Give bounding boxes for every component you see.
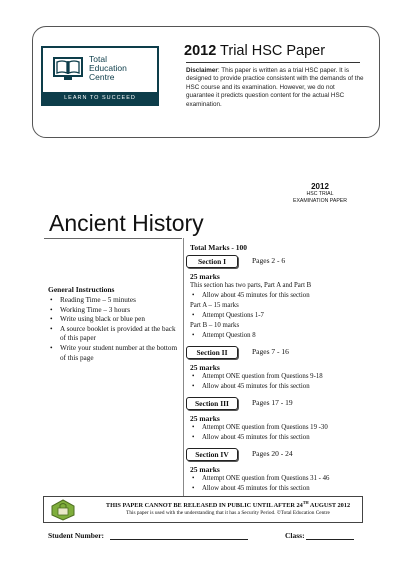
section-1-intro: This section has two parts, Part A and Part B <box>190 282 312 289</box>
logo-tagline: LEARN TO SUCCEED <box>43 92 157 104</box>
column-divider <box>183 238 184 496</box>
section-3-bullet: • Attempt ONE question from Questions 19 -30 <box>190 424 328 431</box>
disclaimer <box>186 67 364 109</box>
section-1-part-a: Part A – 15 marks <box>190 302 239 309</box>
class-field[interactable] <box>306 539 354 540</box>
section-4-bullet: • Attempt ONE question from Questions 31 - 46 <box>190 475 329 482</box>
logo-name-line: Total <box>89 54 107 64</box>
book-monitor-icon <box>51 56 85 82</box>
disclaimer-label: Disclaimer <box>186 67 218 74</box>
section-1-label: Section I <box>186 255 238 268</box>
general-instructions-list <box>48 296 182 363</box>
section-2-bullet: • Allow about 45 minutes for this section <box>190 383 310 390</box>
security-badge-icon <box>50 499 76 521</box>
section-3-bullet: • Allow about 45 minutes for this section <box>190 434 310 441</box>
student-number-field[interactable] <box>110 539 248 540</box>
title-divider <box>186 62 360 63</box>
logo-name-line: Education <box>89 63 127 73</box>
section-3-marks: 25 marks <box>190 414 220 423</box>
instruction-item: • Write your student number at the bottom of this page <box>48 344 182 363</box>
section-1-marks: 25 marks <box>190 272 220 281</box>
cover-year: 2012 <box>311 182 329 191</box>
section-1-part-b: Part B – 10 marks <box>190 322 240 329</box>
disclaimer-text: : This paper is written as a trial HSC paper. It is designed to provide practice consistent with the demands of the HSC course and its examination. However, we do not guarantee it predicts question content for the actual HSC examination. <box>186 67 364 108</box>
section-2-marks: 25 marks <box>190 363 220 372</box>
logo-name-line: Centre <box>89 72 115 82</box>
subject-divider <box>44 238 182 239</box>
section-2-bullet: • Attempt ONE question from Questions 9-18 <box>190 373 323 380</box>
instruction-item: • Working Time – 3 hours <box>48 306 182 316</box>
logo-wordmark <box>89 55 159 82</box>
instruction-item: • Write using black or blue pen <box>48 315 182 325</box>
paper-name: Trial HSC Paper <box>220 43 326 59</box>
general-instructions-heading: General Instructions <box>48 285 115 294</box>
section-4-pages: Pages 20 - 24 <box>252 449 293 458</box>
section-4-label: Section IV <box>186 448 238 461</box>
student-number-label: Student Number: <box>48 531 105 540</box>
instruction-item: • A source booklet is provided at the back of this paper <box>48 325 182 344</box>
section-1-pages: Pages 2 - 6 <box>252 256 286 265</box>
subject-title: Ancient History <box>49 210 204 236</box>
section-3-pages: Pages 17 - 19 <box>252 398 293 407</box>
security-period-note: This paper is used with the understanding that it has a Security Period. ©Total Education Centre <box>126 510 330 516</box>
tec-logo <box>41 46 159 106</box>
instruction-item: • Reading Time – 5 minutes <box>48 296 182 306</box>
trial-label-line2: EXAMINATION PAPER <box>293 198 347 204</box>
section-4-marks: 25 marks <box>190 465 220 474</box>
release-notice <box>94 500 362 509</box>
section-4-bullet: • Allow about 45 minutes for this section <box>190 485 310 492</box>
total-marks: Total Marks - 100 <box>190 243 248 252</box>
trial-year-block <box>290 182 350 205</box>
section-1-bullet: • Attempt Question 8 <box>190 332 256 339</box>
release-notice-prefix: THIS PAPER CANNOT BE RELEASED IN PUBLIC UNTIL AFTER 24 <box>105 502 303 510</box>
section-1-bullet: • Attempt Questions 1-7 <box>190 312 264 319</box>
section-2-pages: Pages 7 - 16 <box>252 347 289 356</box>
section-2-label: Section II <box>186 346 238 359</box>
release-notice-suffix: AUGUST 2012 <box>308 502 351 510</box>
release-notice-sup: TH <box>302 500 309 505</box>
section-1-bullet: • Allow about 45 minutes for this section <box>190 292 310 299</box>
section-3-label: Section III <box>186 397 238 410</box>
class-label: Class: <box>285 531 305 540</box>
paper-year: 2012 <box>184 43 217 59</box>
paper-title <box>184 43 374 59</box>
trial-label-line1: HSC TRIAL <box>306 191 334 197</box>
